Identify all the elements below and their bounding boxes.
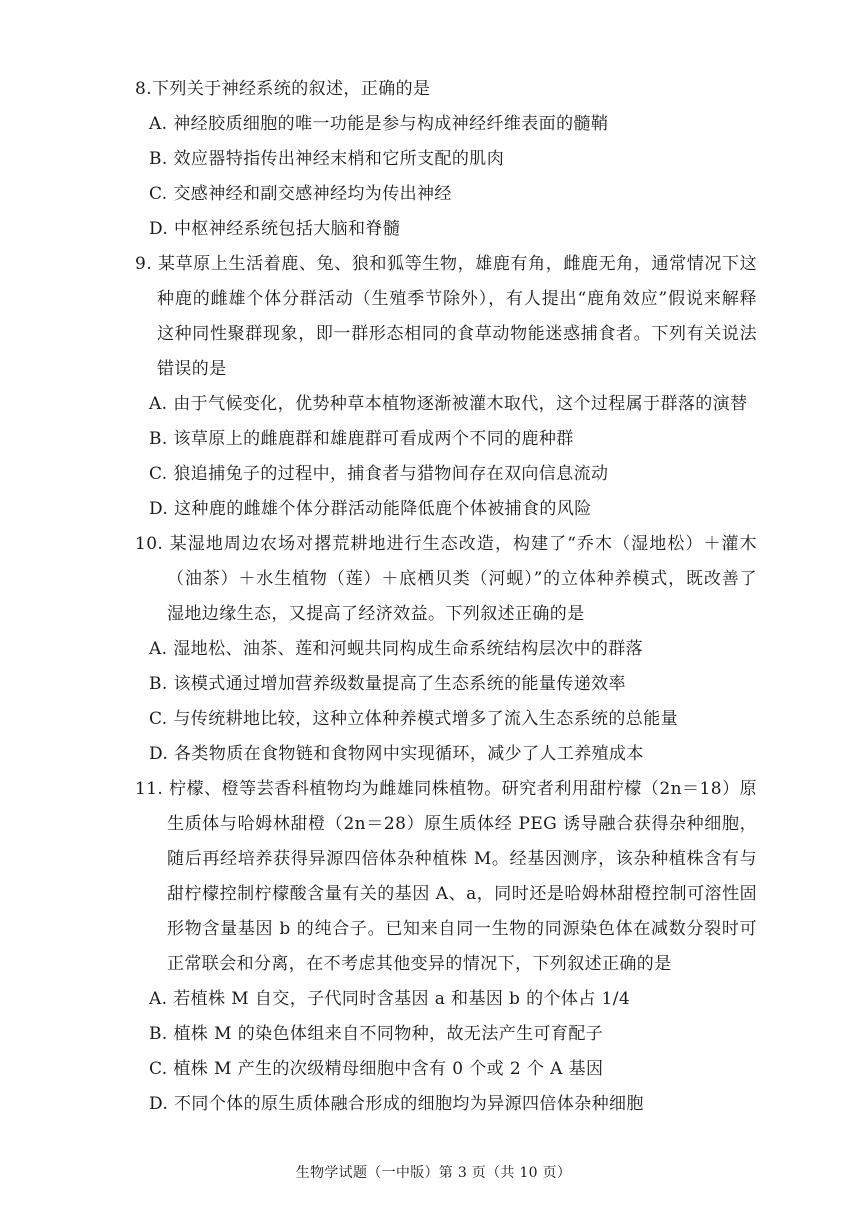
option-d: D. 不同个体的原生质体融合形成的细胞均为异源四倍体杂种细胞 — [149, 1094, 644, 1114]
option-b: B. 该草原上的雌鹿群和雄鹿群可看成两个不同的鹿种群 — [149, 429, 574, 449]
question-stem: 8.下列关于神经系统的叙述，正确的是 — [135, 79, 431, 99]
question-stem: 9. 某草原上生活着鹿、兔、狼和狐等生物，雄鹿有角，雌鹿无角，通常情况下这种鹿的雌雄个体分群活动（生殖季节除外），有人提出“鹿角效应”假说来解释这种同性聚群现象，即一群形态相同的食草动物能迷惑捕食者。下列有关说法错误的是 — [135, 254, 757, 379]
question-8 — [135, 72, 757, 247]
option-a: A. 神经胶质细胞的唯一功能是参与构成神经纤维表面的髓鞘 — [149, 114, 609, 134]
option-c: C. 交感神经和副交感神经均为传出神经 — [149, 184, 452, 204]
question-10 — [135, 527, 757, 772]
question-stem: 10. 某湿地周边农场对撂荒耕地进行生态改造，构建了“乔木（湿地松）＋灌木（油茶）＋水生植物（莲）＋底栖贝类（河蚬）”的立体种养模式，既改善了湿地边缘生态，又提高了经济效益。下列叙述正确的是 — [135, 534, 757, 624]
option-c: C. 植株 M 产生的次级精母细胞中含有 0 个或 2 个 A 基因 — [149, 1059, 604, 1079]
option-d: D. 各类物质在食物链和食物网中实现循环，减少了人工养殖成本 — [149, 744, 644, 764]
option-b: B. 植株 M 的染色体组来自不同物种，故无法产生可育配子 — [149, 1024, 604, 1044]
page-footer: 生物学试题（一中版）第 3 页（共 10 页） — [295, 1165, 572, 1181]
question-11 — [135, 772, 757, 1122]
option-c: C. 狼追捕兔子的过程中，捕食者与猎物间存在双向信息流动 — [149, 464, 609, 484]
option-a: A. 湿地松、油茶、莲和河蚬共同构成生命系统结构层次中的群落 — [149, 639, 644, 659]
option-b: B. 该模式通过增加营养级数量提高了生态系统的能量传递效率 — [149, 674, 626, 694]
option-a: A. 若植株 M 自交，子代同时含基因 a 和基因 b 的个体占 1/4 — [149, 989, 631, 1009]
option-d: D. 这种鹿的雌雄个体分群活动能降低鹿个体被捕食的风险 — [149, 499, 592, 519]
question-stem: 11. 柠檬、橙等芸香科植物均为雌雄同株植物。研究者利用甜柠檬（2n＝18）原生质体与哈姆林甜橙（2n＝28）原生质体经 PEG 诱导融合获得杂种细胞，随后再经培养获得异源四倍体杂种植株 M。经基因测序，该杂种植株含有与甜柠檬控制柠檬酸含量有关的基因 A、a，同时还是哈姆林甜橙控制可溶性固形物含量基因 b 的纯合子。已知来自同一生物的同源染色体在减数分裂时可正常联会和分离，在不考虑其他变异的情况下，下列叙述正确的是 — [135, 779, 757, 974]
option-c: C. 与传统耕地比较，这种立体种养模式增多了流入生态系统的总能量 — [149, 709, 679, 729]
option-a: A. 由于气候变化，优势种草本植物逐渐被灌木取代，这个过程属于群落的演替 — [149, 394, 748, 414]
option-d: D. 中枢神经系统包括大脑和脊髓 — [149, 219, 401, 239]
option-b: B. 效应器特指传出神经末梢和它所支配的肌肉 — [149, 149, 505, 169]
question-9 — [135, 247, 757, 527]
